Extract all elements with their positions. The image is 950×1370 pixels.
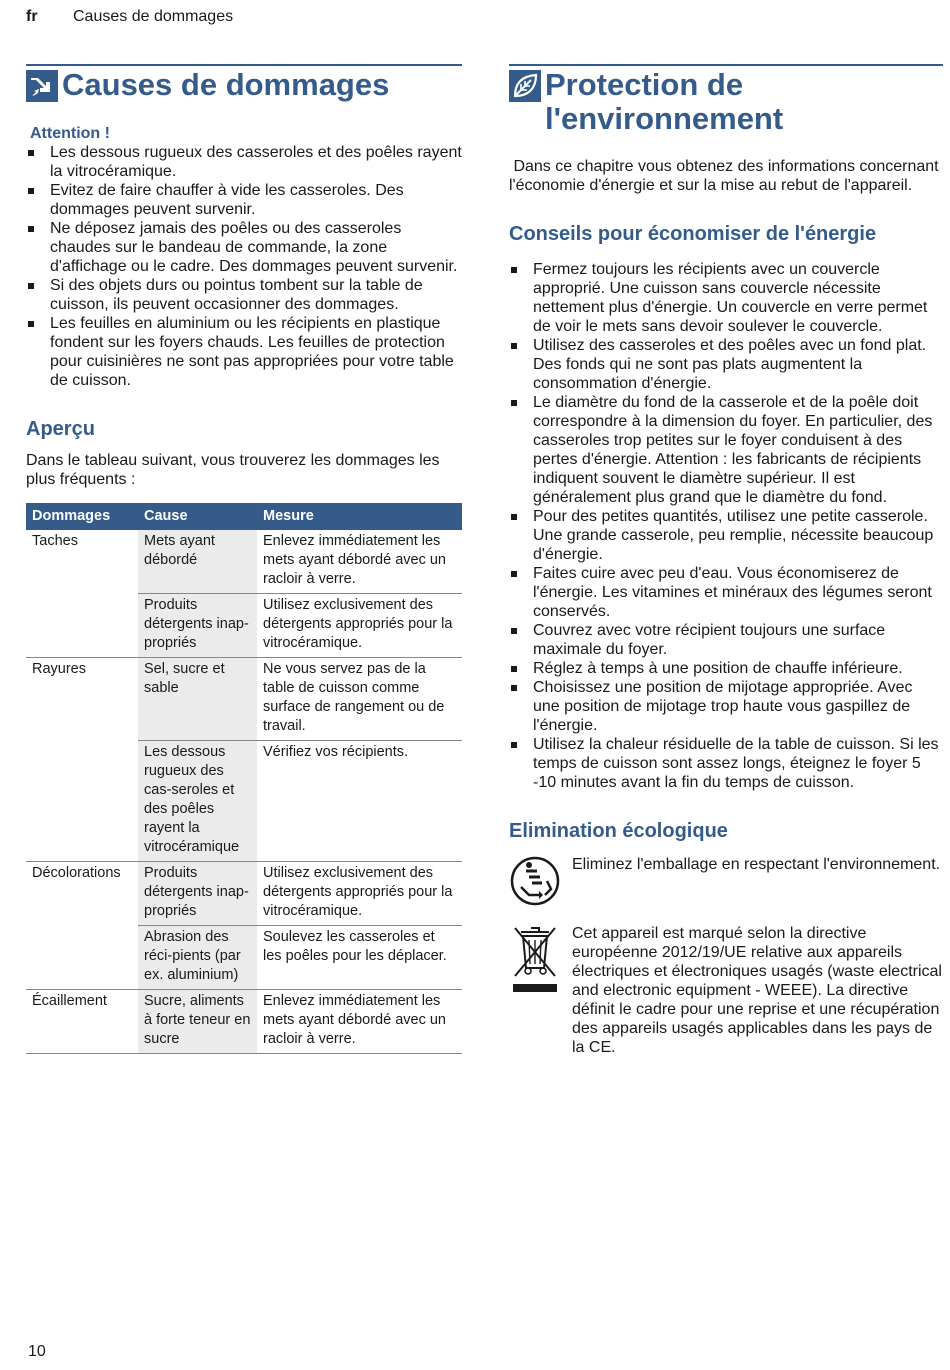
table-row [26,862,462,926]
table-row [26,594,462,658]
table-row [26,990,462,1054]
page-header [26,8,234,26]
appliance-disposal [509,924,943,1057]
conseils-heading: Conseils pour économiser de l'énergie [509,223,877,245]
table-cell: Sucre, aliments à forte teneur en sucre [138,990,257,1054]
conseils-list [509,260,943,792]
list-item: Utilisez des casseroles et des poêles avec un fond plat. Des fonds qui ne sont pas plats augmentent la consommation d'énergie. [509,336,943,393]
page-number: 10 [28,1343,46,1360]
weee-text: Cet appareil est marqué selon la directive européenne 2012/19/UE relative aux appareils électriques et électroniques usagés (waste electrical and electronic equipment - WEEE). La directive définit le cadre pour une reprise et une récupération des appareils usagés applicables dans les pays de la CE. [572,925,942,1056]
list-item: Faites cuire avec peu d'eau. Vous économiserez de l'énergie. Les vitamines et minéraux des légumes seront conservés. [509,564,943,621]
table-cell: Les dessous rugueux des cas-seroles et des poêles rayent la vitrocéramique [138,741,257,862]
list-item: Couvrez avec votre récipient toujours une surface maximale du foyer. [509,621,943,659]
environment-heading [509,64,943,136]
list-item: Réglez à temps à une position de chauffe inférieure. [509,659,943,678]
environment-title: Protection de l'environnement [545,67,784,136]
table-cell: Produits détergents inap-propriés [138,594,257,658]
packaging-text: Eliminez l'emballage en respectant l'environnement. [572,856,941,873]
table-cell [26,741,138,862]
table-row [26,530,462,594]
damage-table [26,503,462,1054]
list-item: Ne déposez jamais des poêles ou des casseroles chaudes sur le bandeau de commande, la zone d'affichage ou le cadre. Des dommages peuvent survenir. [26,219,462,276]
environment-intro: Dans ce chapitre vous obtenez des informations concernant l'économie d'énergie et sur la mise au rebut de l'appareil. [509,158,944,194]
table-cell: Enlevez immédiatement les mets ayant débordé avec un racloir à verre. [257,530,462,594]
table-cell: Taches [32,533,78,549]
apercu-heading: Aperçu [26,418,95,440]
table-cell [26,926,138,990]
table-cell: Écaillement [26,990,138,1054]
table-header-row [26,503,462,530]
table-cell: Mets ayant débordé [138,530,257,594]
table-row [26,658,462,741]
list-item: Fermez toujours les récipients avec un couvercle approprié. Une cuisson sans couvercle nécessite nettement plus d'énergie. Un couvercle en verre permet de voir le mets sans devoir soulever le couvercle. [509,260,943,336]
table-cell: Décolorations [32,865,121,881]
apercu-text: Dans le tableau suivant, vous trouverez les dommages les plus fréquents : [26,452,440,488]
column-header: Dommages [26,503,138,530]
table-cell: Soulevez les casseroles et les poêles pour les déplacer. [257,926,462,990]
packaging-disposal [509,855,943,912]
list-item: Choisissez une position de mijotage appropriée. Avec une position de mijotage trop haute vous gaspillez de l'énergie. [509,678,943,735]
list-item: Utilisez la chaleur résiduelle de la table de cuisson. Si les temps de cuisson sont assez longs, éteignez le foyer 5 -10 minutes avant la fin du temps de cuisson. [509,735,943,792]
list-item: Evitez de faire chauffer à vide les casseroles. Des dommages peuvent survenir. [26,181,462,219]
table-cell [26,594,138,658]
page-title: Causes de dommages [62,67,390,102]
list-item: Pour des petites quantités, utilisez une petite casserole. Une grande casserole, peu remplie, nécessite beaucoup d'énergie. [509,507,943,564]
damage-icon [26,70,58,102]
list-item: Les feuilles en aluminium ou les récipients en plastique fondent sur les foyers chauds. Les feuilles de protection pour cuisinières ne sont pas appropriées pour votre table de cuisson. [26,314,462,390]
column-header: Cause [138,503,257,530]
weee-bin-icon [509,924,563,1001]
table-row [26,741,462,862]
left-column [26,64,462,1054]
table-cell: Produits détergents inap-propriés [138,862,257,926]
table-cell: Enlevez immédiatement les mets ayant débordé avec un racloir à verre. [257,990,462,1054]
table-cell: Abrasion des réci-pients (par ex. aluminium) [138,926,257,990]
right-column [509,64,943,1057]
list-item: Le diamètre du fond de la casserole et de la poêle doit correspondre à la dimension du foyer. En particulier, des casseroles trop petites sur le foyer conduisent à des pertes d'énergie. Attention : les fabricants de récipients indiquent souvent le diamètre supérieur. Il est généralement plus grand que le diamètre du fond. [509,393,943,507]
table-cell: Utilisez exclusivement des détergents appropriés pour la vitrocéramique. [257,862,462,926]
elimination-heading: Elimination écologique [509,820,728,842]
list-item: Les dessous rugueux des casseroles et des poêles rayent la vitrocéramique. [26,143,462,181]
damage-heading [26,64,462,102]
attention-label: Attention ! [30,125,110,142]
column-header: Mesure [257,503,462,530]
recycle-icon [509,855,563,912]
attention-list [26,143,462,390]
table-cell: Sel, sucre et sable [138,658,257,741]
list-item: Si des objets durs ou pointus tombent sur la table de cuisson, ils peuvent occasionner des dommages. [26,276,462,314]
table-cell: Utilisez exclusivement des détergents appropriés pour la vitrocéramique. [257,594,462,658]
table-cell: Rayures [32,661,86,677]
section-label: Causes de dommages [73,8,234,25]
leaf-icon [509,70,541,102]
table-row [26,926,462,990]
table-cell: Vérifiez vos récipients. [257,741,462,862]
language-label: fr [26,8,38,25]
table-cell: Ne vous servez pas de la table de cuisson comme surface de rangement ou de travail. [257,658,462,741]
